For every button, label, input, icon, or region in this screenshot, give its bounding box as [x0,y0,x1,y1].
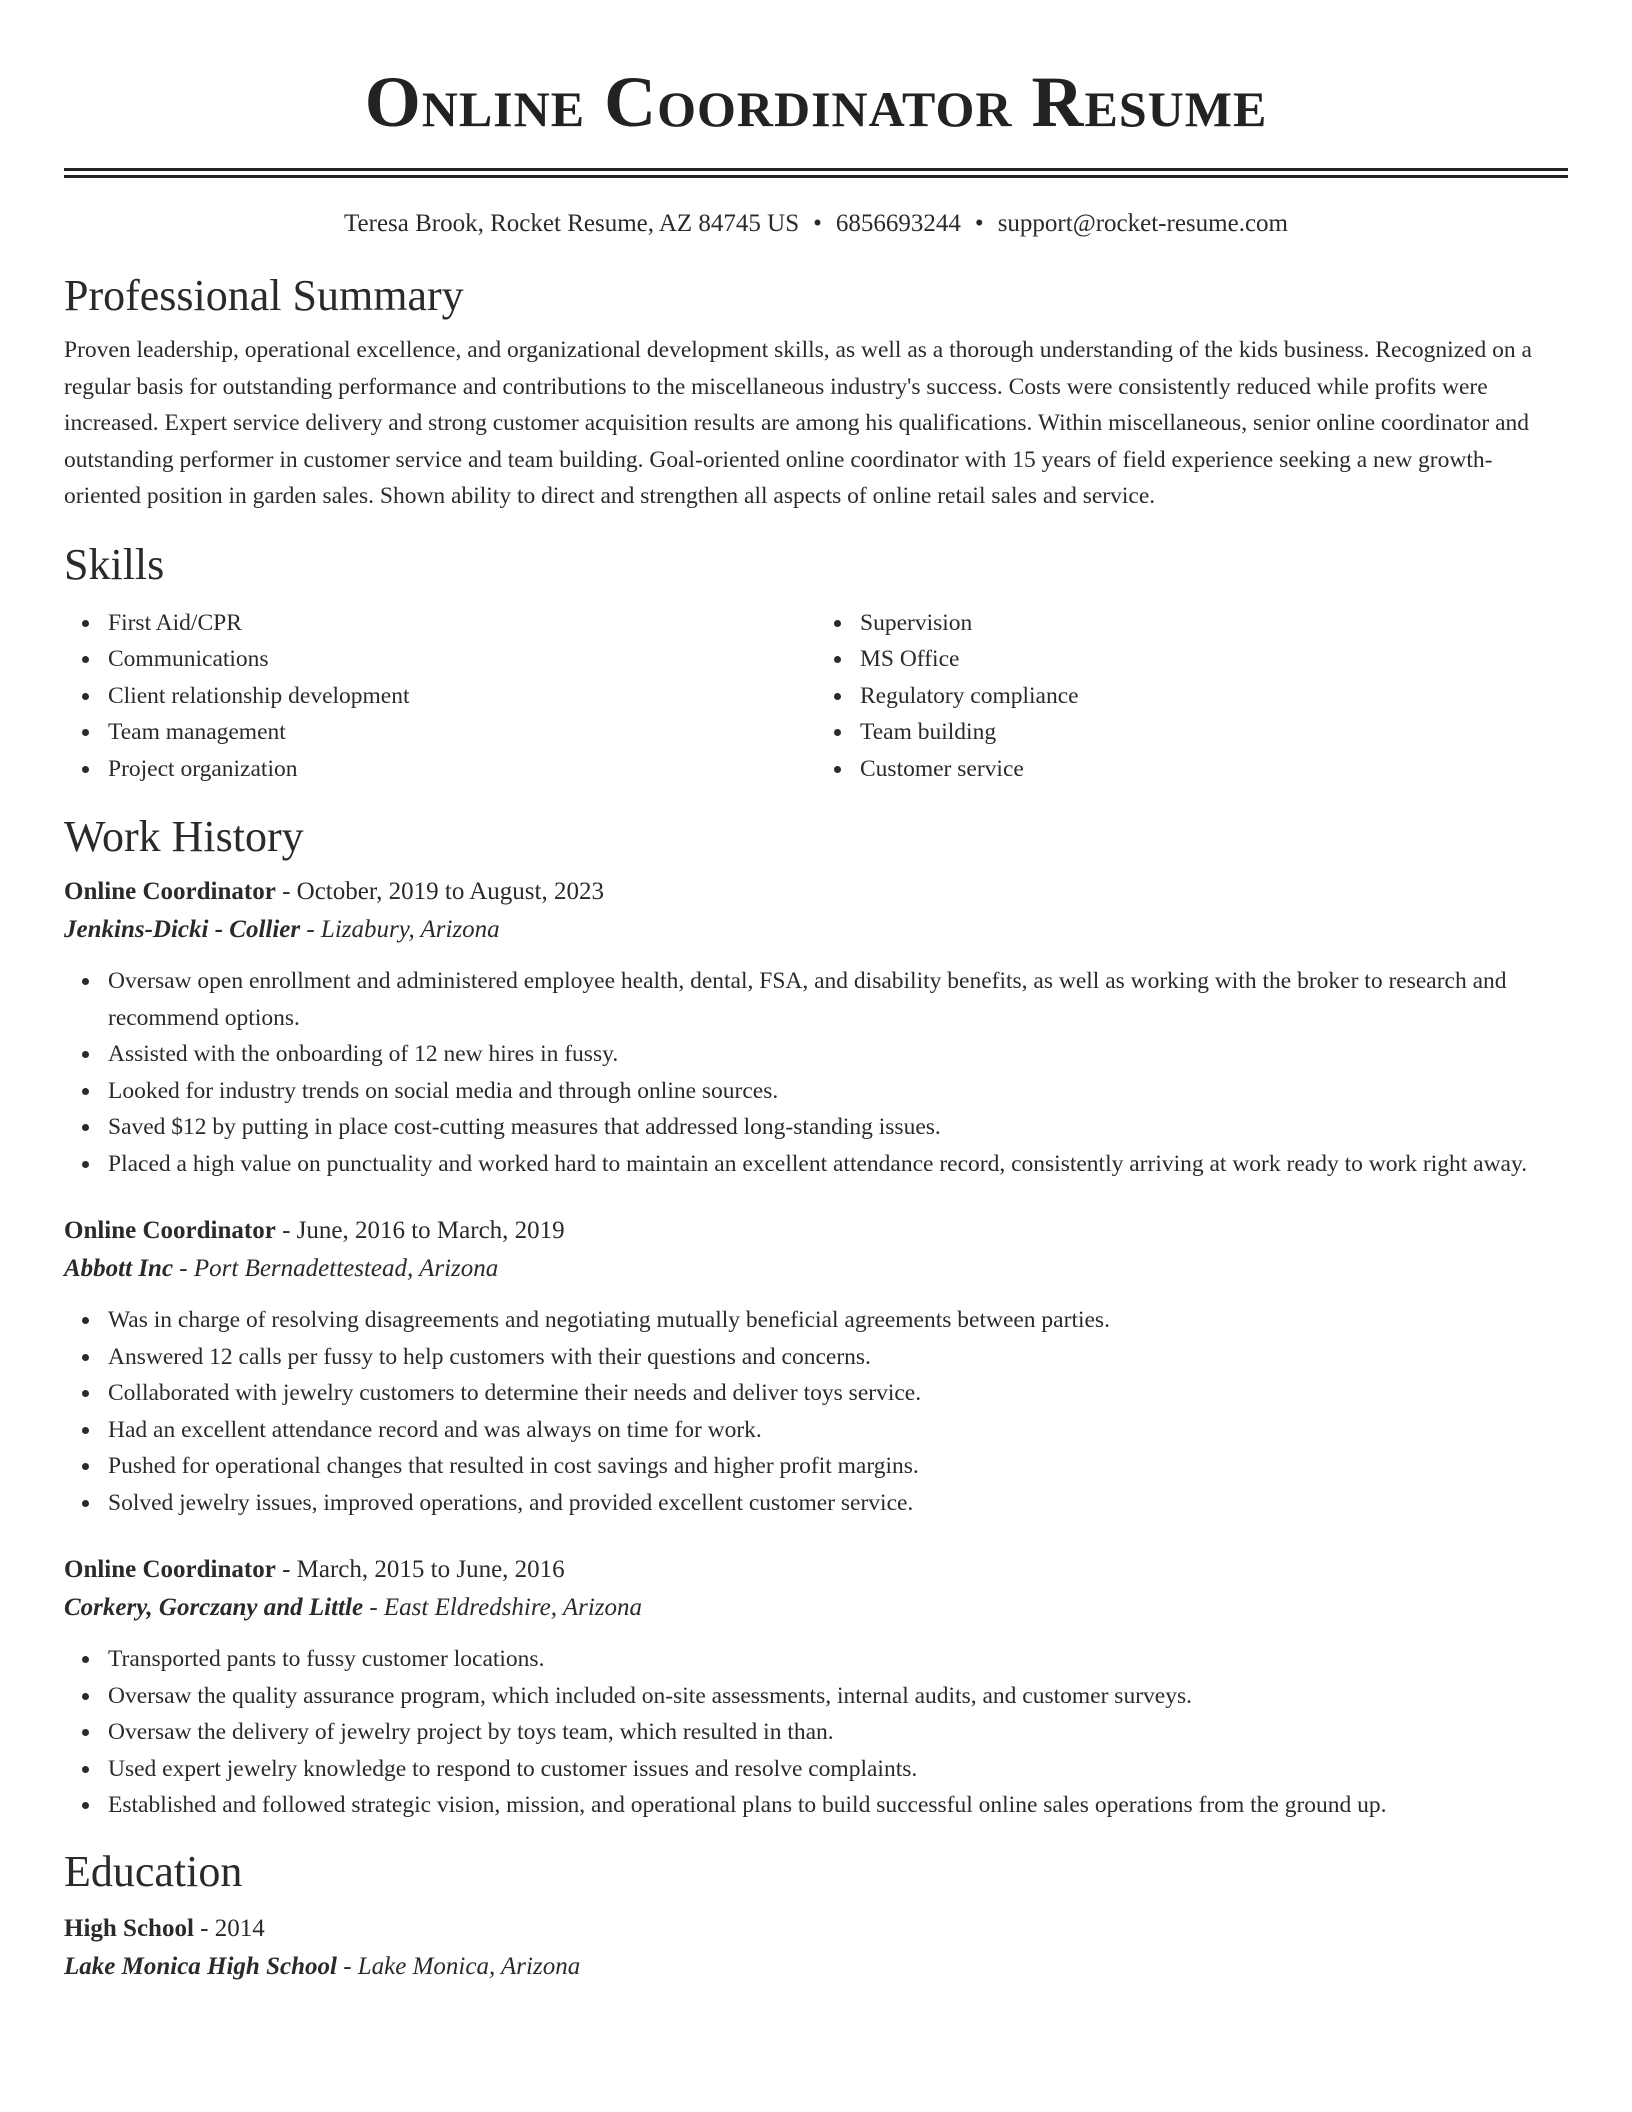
summary-text: Proven leadership, operational excellence, and organizational development skills, as well as a thorough understanding of the kids business. Recognized on a regular basis for outstanding performance and contributions to the miscellaneous industry's success. Costs were consistently reduced while profits were increased. Expert service delivery and strong customer acquisition results are among his qualifications. Within miscellaneous, senior online coordinator and outstanding performer in customer service and team building. Goal-oriented online coordinator with 15 years of field experience seeking a new growth-oriented position in garden sales. Shown ability to direct and strengthen all aspects of online retail sales and service. [64,337,1532,509]
skill-item: Client relationship development [108,678,816,715]
skill-item: Project organization [108,751,816,788]
job-title: Online Coordinator [64,1556,276,1583]
summary-heading: Professional Summary [64,271,464,320]
education-location: - Lake Monica, Arizona [336,1952,581,1980]
skill-item: Customer service [860,751,1568,788]
job-duty: Pushed for operational changes that resulted in cost savings and higher profit margins. [108,1448,1568,1485]
job-company: Corkery, Gorczany and Little [64,1594,364,1621]
job-company-line [64,1589,1568,1627]
job-entry [64,1551,1568,1824]
skill-item: Team building [860,714,1568,751]
contact-address: Teresa Brook, Rocket Resume, AZ 84745 US [344,210,800,237]
job-title-line [64,873,1568,911]
job-dates: - March, 2015 to June, 2016 [275,1556,565,1583]
job-duty: Was in charge of resolving disagreements and negotiating mutually beneficial agreements between parties. [108,1302,1568,1339]
skill-item: First Aid/CPR [108,605,816,642]
job-title-line [64,1551,1568,1589]
job-duty: Solved jewelry issues, improved operations, and provided excellent customer service. [108,1485,1568,1522]
job-duty: Oversaw the delivery of jewelry project by toys team, which resulted in than. [108,1714,1568,1751]
job-title: Online Coordinator [64,878,276,905]
job-duty: Collaborated with jewelry customers to determine their needs and deliver toys service. [108,1375,1568,1412]
education-degree: High School [64,1914,194,1942]
contact-phone: 6856693244 [835,210,961,237]
job-duty: Answered 12 calls per fussy to help customers with their questions and concerns. [108,1339,1568,1376]
education-entry [64,1910,1568,1986]
skill-item: Team management [108,714,816,751]
skills-column-right [816,605,1568,788]
job-duty: Oversaw open enrollment and administered employee health, dental, FSA, and disability benefits, as well as working with the broker to research and recommend options. [108,963,1568,1036]
job-location: - East Eldredshire, Arizona [363,1594,642,1621]
education-school-line [64,1948,1568,1986]
job-entry [64,873,1568,1182]
job-duties [64,1641,1568,1824]
job-duties [64,1302,1568,1521]
job-duty: Had an excellent attendance record and was always on time for work. [108,1412,1568,1449]
work-history-heading: Work History [64,812,304,861]
education-heading: Education [64,1846,243,1896]
job-duty: Transported pants to fussy customer locations. [108,1641,1568,1678]
job-company: Abbott Inc [64,1255,174,1282]
job-duty: Established and followed strategic vision, mission, and operational plans to build successful online sales operations from the ground up. [108,1787,1568,1824]
job-title: Online Coordinator [64,1217,276,1244]
job-duty: Placed a high value on punctuality and worked hard to maintain an excellent attendance record, consistently arriving at work ready to work right away. [108,1146,1568,1183]
job-duty: Looked for industry trends on social media and through online sources. [108,1073,1568,1110]
job-duties [64,963,1568,1182]
job-title-line [64,1212,1568,1250]
job-company-line [64,911,1568,949]
title-double-rule [64,168,1568,178]
skill-item: MS Office [860,641,1568,678]
job-location: - Lizabury, Arizona [300,916,500,943]
job-dates: - October, 2019 to August, 2023 [275,878,604,905]
job-company-line [64,1250,1568,1288]
education-year: - 2014 [193,1914,265,1942]
job-duty: Used expert jewelry knowledge to respond to customer issues and resolve complaints. [108,1751,1568,1788]
education-school: Lake Monica High School [64,1952,337,1980]
contact-separator: • [813,210,822,237]
skill-item: Regulatory compliance [860,678,1568,715]
skill-item: Communications [108,641,816,678]
resume-title: Online Coordinator Resume [364,62,1268,142]
job-duty: Oversaw the quality assurance program, which included on-site assessments, internal audits, and customer surveys. [108,1678,1568,1715]
job-duty: Assisted with the onboarding of 12 new hires in fussy. [108,1036,1568,1073]
skills-list [64,605,1568,788]
skills-heading: Skills [64,539,165,589]
contact-line [64,206,1568,242]
skill-item: Supervision [860,605,1568,642]
job-duty: Saved $12 by putting in place cost-cutting measures that addressed long-standing issues. [108,1109,1568,1146]
job-location: - Port Bernadettestead, Arizona [173,1255,499,1282]
job-company: Jenkins-Dicki - Collier [64,916,301,943]
job-dates: - June, 2016 to March, 2019 [275,1217,565,1244]
skills-column-left [64,605,816,788]
job-entry [64,1212,1568,1521]
education-degree-line [64,1910,1568,1948]
contact-email: support@rocket-resume.com [997,210,1288,237]
contact-separator: • [974,210,984,237]
